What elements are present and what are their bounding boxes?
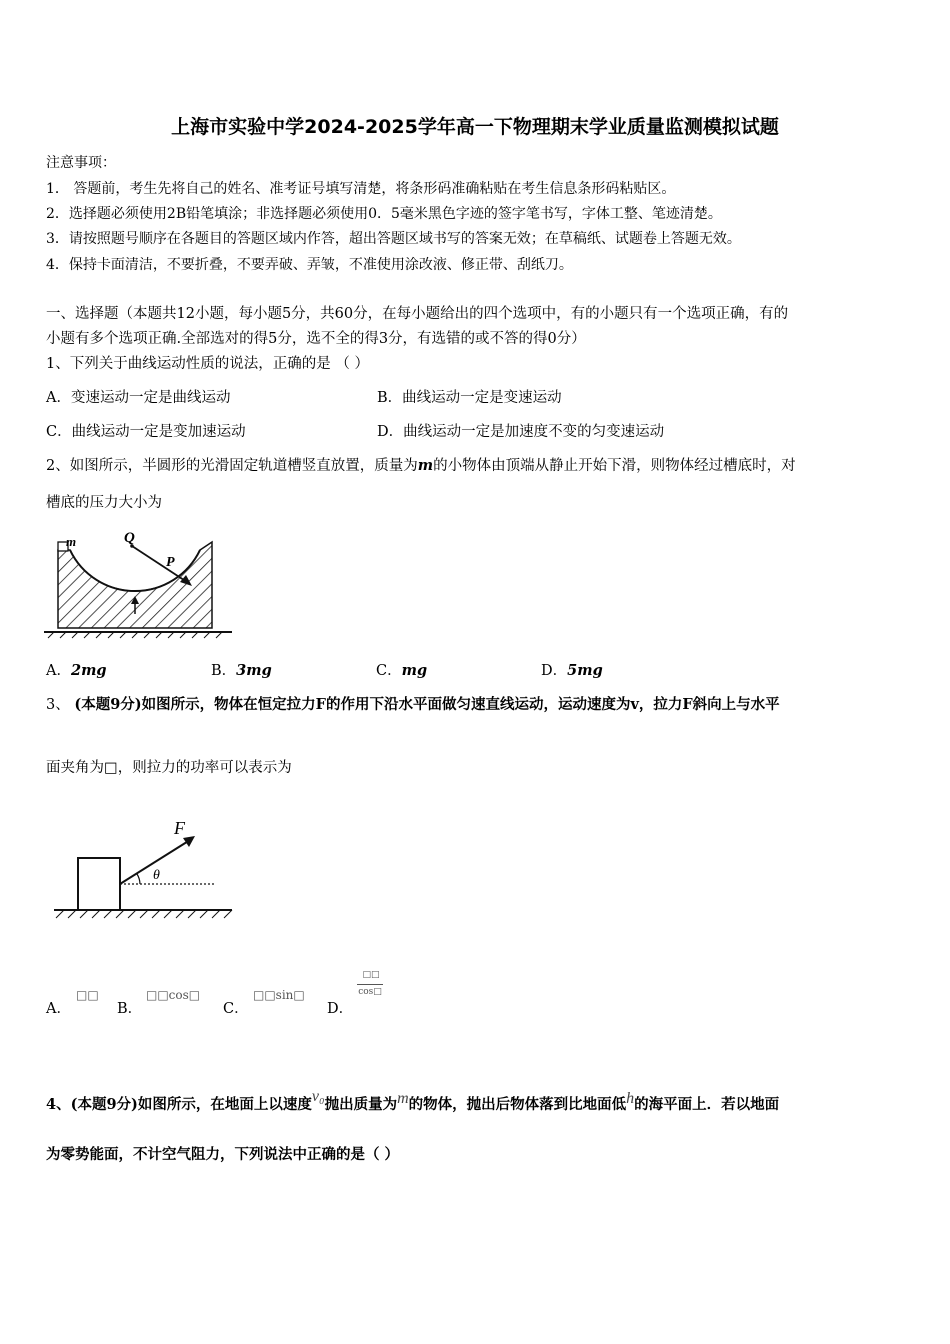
q3-option-a-letter: A． — [46, 1001, 71, 1017]
angle-arc — [137, 874, 140, 884]
q2-semicircle-track-figure — [40, 526, 240, 644]
q1-option-b: B．曲线运动一定是变速运动 — [377, 390, 562, 406]
radius-arrow — [132, 546, 190, 584]
fig-label-theta: θ — [153, 868, 160, 883]
page-title: 上海市实验中学2024-2025学年高一下物理期末学业质量监测模拟试题 — [171, 116, 779, 138]
block — [78, 858, 120, 910]
q4-stem-line2: 为零势能面，不计空气阻力，下列说法中正确的是（ ） — [46, 1146, 400, 1163]
q3-option-c: □□sin□ — [253, 988, 305, 1002]
q1-option-c: C．曲线运动一定是变加速运动 — [46, 424, 246, 440]
q2-stem-line2: 槽底的压力大小为 — [46, 495, 162, 511]
q2-option-b: B．3mg — [211, 662, 272, 679]
q2-stem: 2、如图所示，半圆形的光滑固定轨道槽竖直放置，质量为m的小物体由顶端从静止开始下滑，则物体经过槽底时，对 — [46, 457, 796, 474]
q3-option-b: □□cos□ — [146, 988, 201, 1002]
q2-option-d: D．5mg — [541, 662, 603, 679]
section-heading-line1: 一、选择题（本题共12小题，每小题5分，共60分，在每小题给出的四个选项中，有的小题只有一个选项正确，有的 — [46, 306, 789, 322]
q3-stem: 3、 (本题9分)如图所示，物体在恒定拉力F的作用下沿水平面做匀速直线运动，运动速度为v，拉力F斜向上与水平 — [46, 696, 780, 713]
notice-item: 4．保持卡面清洁，不要折叠，不要弄破、弄皱，不准使用涂改液、修正带、刮纸刀。 — [46, 257, 573, 273]
notice-item: 2．选择题必须使用2B铅笔填涂；非选择题必须使用0．5毫米黑色字迹的签字笔书写，字体工整、笔迹清楚。 — [46, 206, 722, 222]
fig-label-m: m — [66, 534, 77, 549]
fig-label-f: F — [174, 818, 185, 838]
q3-option-c-letter: C． — [223, 1001, 249, 1017]
notice-heading: 注意事项： — [46, 155, 116, 171]
q1-option-a: A．变速运动一定是曲线运动 — [46, 390, 231, 406]
q3-option-d-denominator: cos□ — [358, 987, 382, 997]
section-heading-line2: 小题有多个选项正确.全部选对的得5分，选不全的得3分，有选错的或不答的得0分） — [46, 331, 586, 347]
q3-option-d-fraction-bar — [357, 984, 383, 985]
notice-item: 3．请按照题号顺序在各题目的答题区域内作答，超出答题区域书写的答案无效；在草稿纸、试题卷上答题无效。 — [46, 231, 741, 247]
q4-stem: 4、(本题9分)如图所示，在地面上以速度v₀抛出质量为m的物体，抛出后物体落到比地面低h的海平面上．若以地面 — [46, 1088, 780, 1113]
q3-option-b-letter: B． — [117, 1001, 143, 1017]
notice-item: 1． 答题前，考生先将自己的姓名、准考证号填写清楚，将条形码准确粘贴在考生信息条形码粘贴区。 — [46, 181, 676, 197]
q1-stem: 1、下列关于曲线运动性质的说法，正确的是 （ ） — [46, 356, 369, 372]
fig-label-q: Q — [124, 530, 135, 546]
q3-stem-line2: 面夹角为□，则拉力的功率可以表示为 — [46, 760, 292, 776]
track-body — [58, 542, 212, 628]
q3-option-a: □□ — [76, 988, 99, 1002]
fig-label-p: P — [166, 555, 175, 570]
q3-force-block-figure — [50, 814, 265, 926]
q2-option-c: C．mg — [376, 662, 428, 679]
q3-option-d-numerator: □□ — [362, 970, 380, 980]
q2-option-a: A．2mg — [46, 662, 107, 679]
q3-option-d-letter: D． — [327, 1001, 354, 1017]
q1-option-d: D．曲线运动一定是加速度不变的匀变速运动 — [377, 424, 665, 440]
